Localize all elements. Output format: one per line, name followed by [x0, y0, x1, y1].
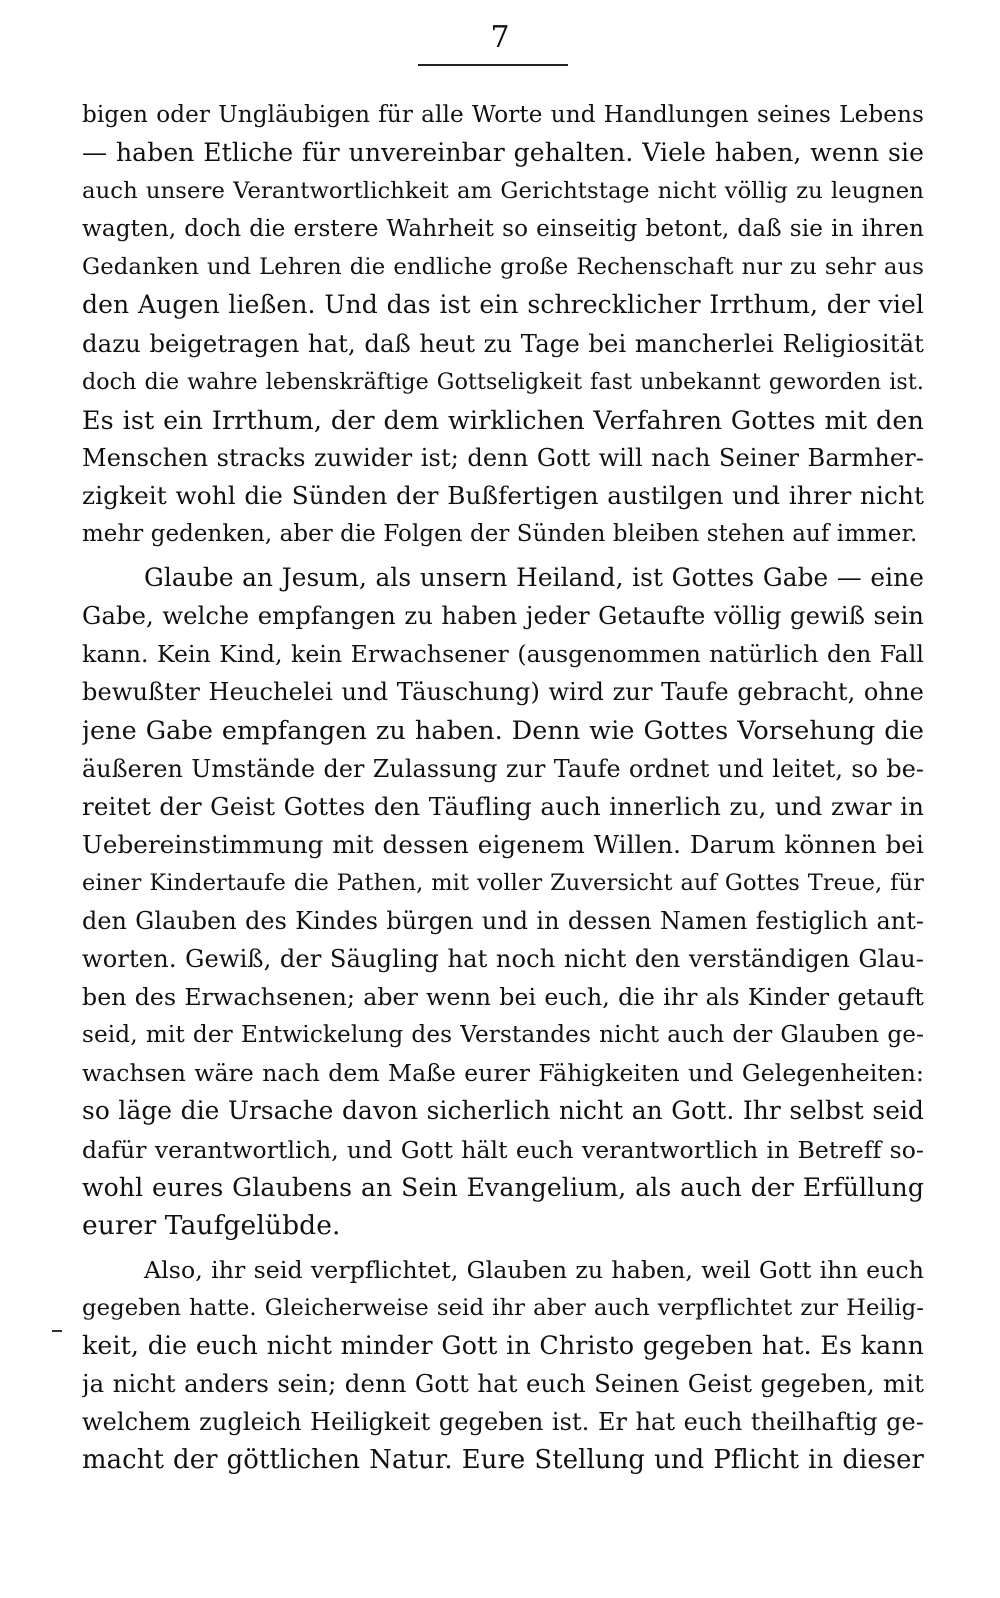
page-number-rule: [418, 64, 568, 66]
text-line: Gedanken und Lehren die endliche große Rechenschaft nur zu sehr aus: [82, 254, 924, 281]
text-line: Uebereinstimmung mit dessen eigenem Willen. Darum können bei: [82, 829, 924, 859]
text-line: Also, ihr seid verpflichtet, Glauben zu haben, weil Gott ihn euch: [144, 1255, 924, 1284]
text-line: — haben Etliche für unvereinbar gehalten. Viele haben, wenn sie: [82, 138, 924, 168]
text-line: Glaube an Jesum, als unsern Heiland, ist Gottes Gabe — eine: [144, 563, 924, 593]
text-line: reitet der Geist Gottes den Täufling auch innerlich zu, und zwar in: [82, 791, 924, 821]
text-line: jene Gabe empfangen zu haben. Denn wie Gottes Vorsehung die: [82, 715, 924, 746]
text-line: keit, die euch nicht minder Gott in Christo gegeben hat. Es kann: [82, 1331, 924, 1360]
text-line: den Augen ließen. Und das ist ein schrecklicher Irrthum, der viel: [82, 290, 924, 320]
text-line: worten. Gewiß, der Säugling hat noch nicht den verständigen Glau-: [82, 945, 924, 974]
margin-mark: [52, 1330, 62, 1332]
text-line: einer Kindertaufe die Pathen, mit voller Zuversicht auf Gottes Treue, für: [82, 869, 924, 896]
text-line: seid, mit der Entwickelung des Verstandes nicht auch der Glauben ge-: [82, 1021, 924, 1049]
text-line: ben des Erwachsenen; aber wenn bei euch, die ihr als Kinder getauft: [82, 983, 924, 1012]
page-number: 7: [490, 20, 510, 55]
text-line: den Glauben des Kindes bürgen und in dessen Namen festiglich ant-: [82, 906, 924, 935]
text-line: auch unsere Verantwortlichkeit am Gerichtstage nicht völlig zu leugnen: [82, 178, 924, 205]
text-line: kann. Kein Kind, kein Erwachsener (ausgenommen natürlich den Fall: [82, 640, 924, 669]
text-line: äußeren Umstände der Zulassung zur Taufe ordnet und leitet, so be-: [82, 754, 924, 783]
text-line: Es ist ein Irrthum, der dem wirklichen Verfahren Gottes mit den: [82, 404, 924, 435]
text-line: bigen oder Ungläubigen für alle Worte und Handlungen seines Lebens: [82, 102, 924, 128]
text-line: mehr gedenken, aber die Folgen der Sünden bleiben stehen auf immer.: [82, 521, 918, 548]
text-line: wagten, doch die erstere Wahrheit so einseitig betont, daß sie in ihren: [82, 216, 924, 243]
text-line: gegeben hatte. Gleicherweise seid ihr aber auch verpflichtet zur Heilig-: [82, 1294, 924, 1321]
text-line: doch die wahre lebenskräftige Gottseligkeit fast unbekannt geworden ist.: [82, 368, 924, 395]
text-line: bewußter Heuchelei und Täuschung) wird zur Taufe gebracht, ohne: [82, 678, 924, 707]
text-line: dafür verantwortlich, und Gott hält euch verantwortlich in Betreff so-: [82, 1135, 924, 1164]
text-line: wachsen wäre nach dem Maße eurer Fähigkeiten und Gelegenheiten:: [82, 1059, 924, 1088]
text-line: Gabe, welche empfangen zu haben jeder Getaufte völlig gewiß sein: [82, 602, 924, 631]
text-line: macht der göttlichen Natur. Eure Stellung und Pflicht in dieser: [82, 1445, 924, 1476]
text-line: zigkeit wohl die Sünden der Bußfertigen austilgen und ihrer nicht: [82, 480, 924, 510]
text-line: eurer Taufgelübde.: [82, 1209, 341, 1241]
text-line: ja nicht anders sein; denn Gott hat euch Seinen Geist gegeben, mit: [82, 1369, 924, 1399]
body-text: [82, 96, 924, 1479]
text-line: so läge die Ursache davon sicherlich nicht an Gott. Ihr selbst seid: [82, 1096, 924, 1126]
text-line: welchem zugleich Heiligkeit gegeben ist. Er hat euch theilhaftig ge-: [82, 1408, 924, 1437]
text-line: wohl eures Glaubens an Sein Evangelium, als auch der Erfüllung: [82, 1172, 924, 1202]
text-line: dazu beigetragen hat, daß heut zu Tage bei mancherlei Religiosität: [82, 328, 924, 358]
text-line: Menschen stracks zuwider ist; denn Gott will nach Seiner Barmher-: [82, 443, 924, 472]
